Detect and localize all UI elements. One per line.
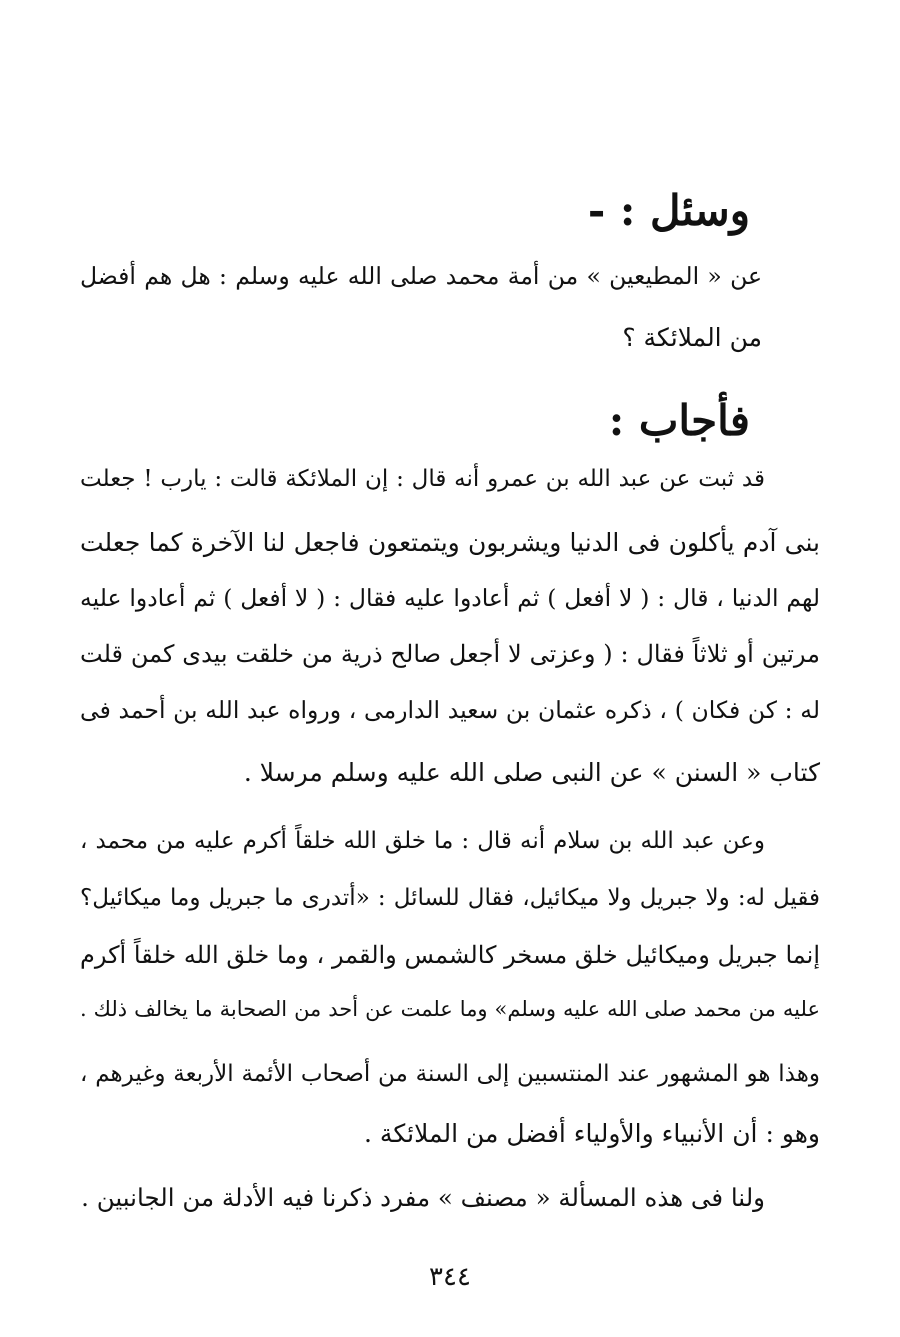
- paragraph-line: إنما جبريل وميكائيل خلق مسخر كالشمس والقمر ، وما خلق الله خلقاً أكرم: [80, 941, 820, 969]
- page-number: ٣٤٤: [429, 1262, 471, 1292]
- paragraph-line: ولنا فى هذه المسألة « مصنف » مفرد ذكرنا فيه الأدلة من الجانبين .: [81, 1183, 765, 1212]
- paragraph-line: عليه من محمد صلى الله عليه وسلم» وما علمت عن أحد من الصحابة ما يخالف ذلك .: [80, 997, 820, 1021]
- question-line: عن « المطيعين » من أمة محمد صلى الله عليه وسلم : هل هم أفضل: [80, 262, 762, 290]
- paragraph-line: قد ثبت عن عبد الله بن عمرو أنه قال : إن الملائكة قالت : يارب ! جعلت: [80, 466, 765, 492]
- question-heading: وسئل : -: [587, 186, 750, 235]
- paragraph-line: مرتين أو ثلاثاً فقال : ( وعزتى لا أجعل صالح ذرية من خلقت بيدى كمن قلت: [80, 640, 820, 668]
- paragraph-line: لهم الدنيا ، قال : ( لا أفعل ) ثم أعادوا عليه فقال : ( لا أفعل ) ثم أعادوا عليه: [80, 584, 820, 612]
- paragraph-line: بنى آدم يأكلون فى الدنيا ويشربون ويتمتعون فاجعل لنا الآخرة كما جعلت: [80, 528, 820, 557]
- question-line: من الملائكة ؟: [622, 323, 762, 352]
- paragraph-line: فقيل له: ولا جبريل ولا ميكائيل، فقال للسائل : «أتدرى ما جبريل وما ميكائيل؟: [80, 885, 820, 911]
- paragraph-line: وهو : أن الأنبياء والأولياء أفضل من الملائكة .: [364, 1119, 820, 1148]
- paragraph-line: كتاب « السنن » عن النبى صلى الله عليه وسلم مرسلا .: [243, 758, 820, 787]
- paragraph-line: له : كن فكان ) ، ذكره عثمان بن سعيد الدارمى ، ورواه عبد الله بن أحمد فى: [80, 696, 820, 724]
- paragraph-line: وهذا هو المشهور عند المنتسبين إلى السنة من أصحاب الأئمة الأربعة وغيرهم ،: [80, 1061, 820, 1087]
- paragraph-line: وعن عبد الله بن سلام أنه قال : ما خلق الله خلقاً أكرم عليه من محمد ،: [80, 828, 765, 854]
- answer-heading: فأجاب :: [608, 396, 750, 445]
